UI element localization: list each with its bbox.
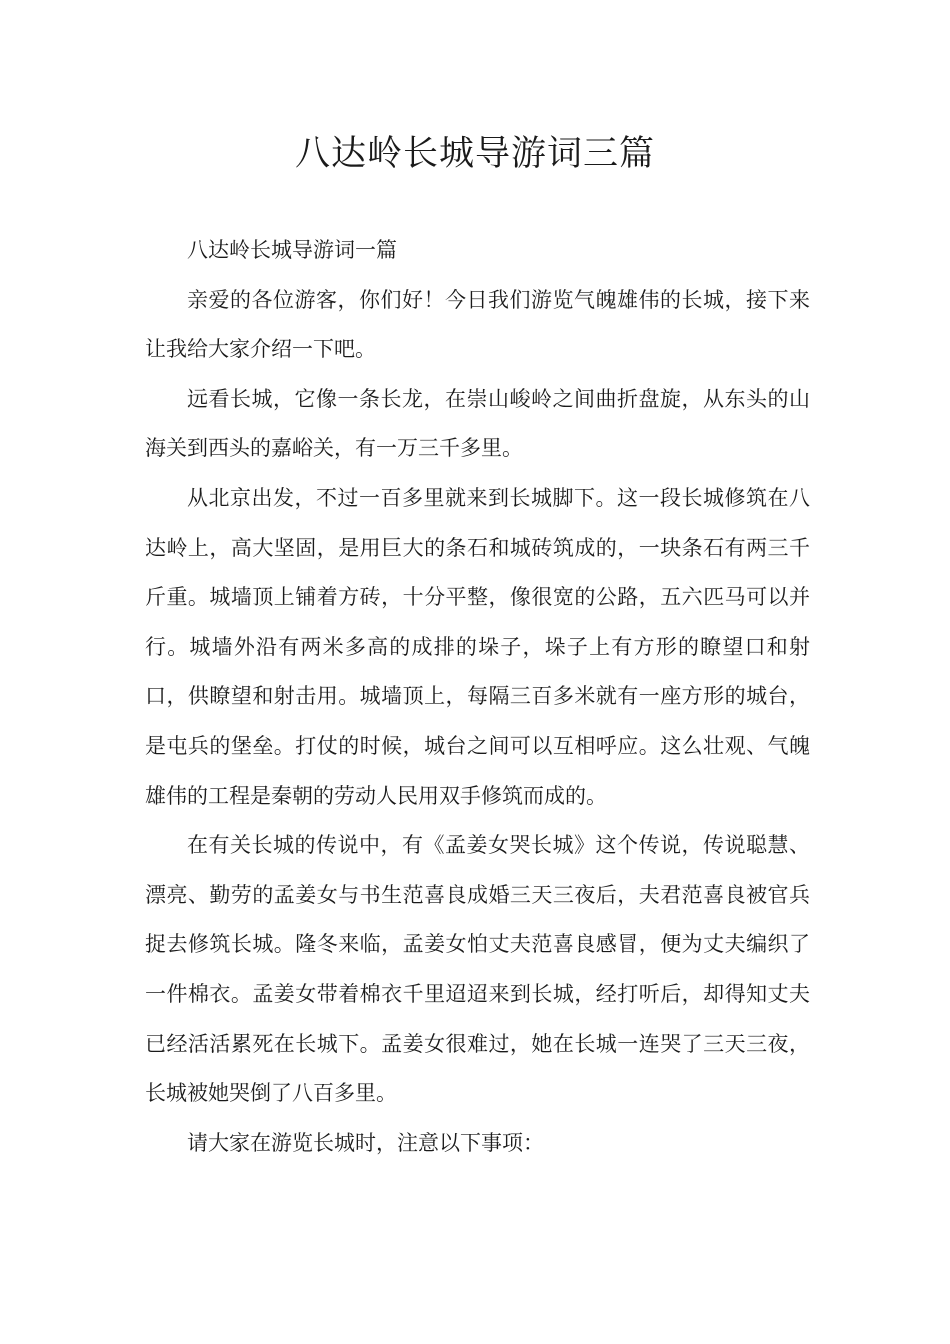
section-heading: 八达岭长城导游词一篇 [187, 238, 397, 262]
paragraph-overview: 远看长城，它像一条长龙，在崇山峻岭之间曲折盘旋，从东头的山海关到西头的嘉峪关，有一万三千多里。 [145, 386, 810, 461]
paragraph-badaling-description: 从北京出发，不过一百多里就来到长城脚下。这一段长城修筑在八达岭上，高大坚固，是用巨大的条石和城砖筑成的，一块条石有两三千斤重。城墙顶上铺着方砖，十分平整，像很宽的公路，五六匹马可以并行。城墙外沿有两米多高的成排的垛子，垛子上有方形的瞭望口和射口，供瞭望和射击用。城墙顶上，每隔三百多米就有一座方形的城台，是屯兵的堡垒。打仗的时候，城台之间可以互相呼应。这么壮观、气魄雄伟的工程是秦朝的劳动人民用双手修筑而成的。 [145, 485, 810, 808]
paragraph-mengjiangnu-legend: 在有关长城的传说中，有《孟姜女哭长城》这个传说，传说聪慧、漂亮、勤劳的孟姜女与书生范喜良成婚三天三夜后，夫君范喜良被官兵捉去修筑长城。隆冬来临，孟姜女怕丈夫范喜良感冒，便为丈夫编织了一件棉衣。孟姜女带着棉衣千里迢迢来到长城，经打听后，却得知丈夫已经活活累死在长城下。孟姜女很难过，她在长城一连哭了三天三夜，长城被她哭倒了八百多里。 [145, 833, 810, 1106]
paragraph-notices: 请大家在游览长城时，注意以下事项： [187, 1130, 544, 1155]
paragraph-greeting: 亲爱的各位游客，你们好！今日我们游览气魄雄伟的长城，接下来让我给大家介绍一下吧。 [145, 287, 810, 362]
document-title: 八达岭长城导游词三篇 [294, 134, 655, 174]
document-body [145, 226, 810, 1168]
